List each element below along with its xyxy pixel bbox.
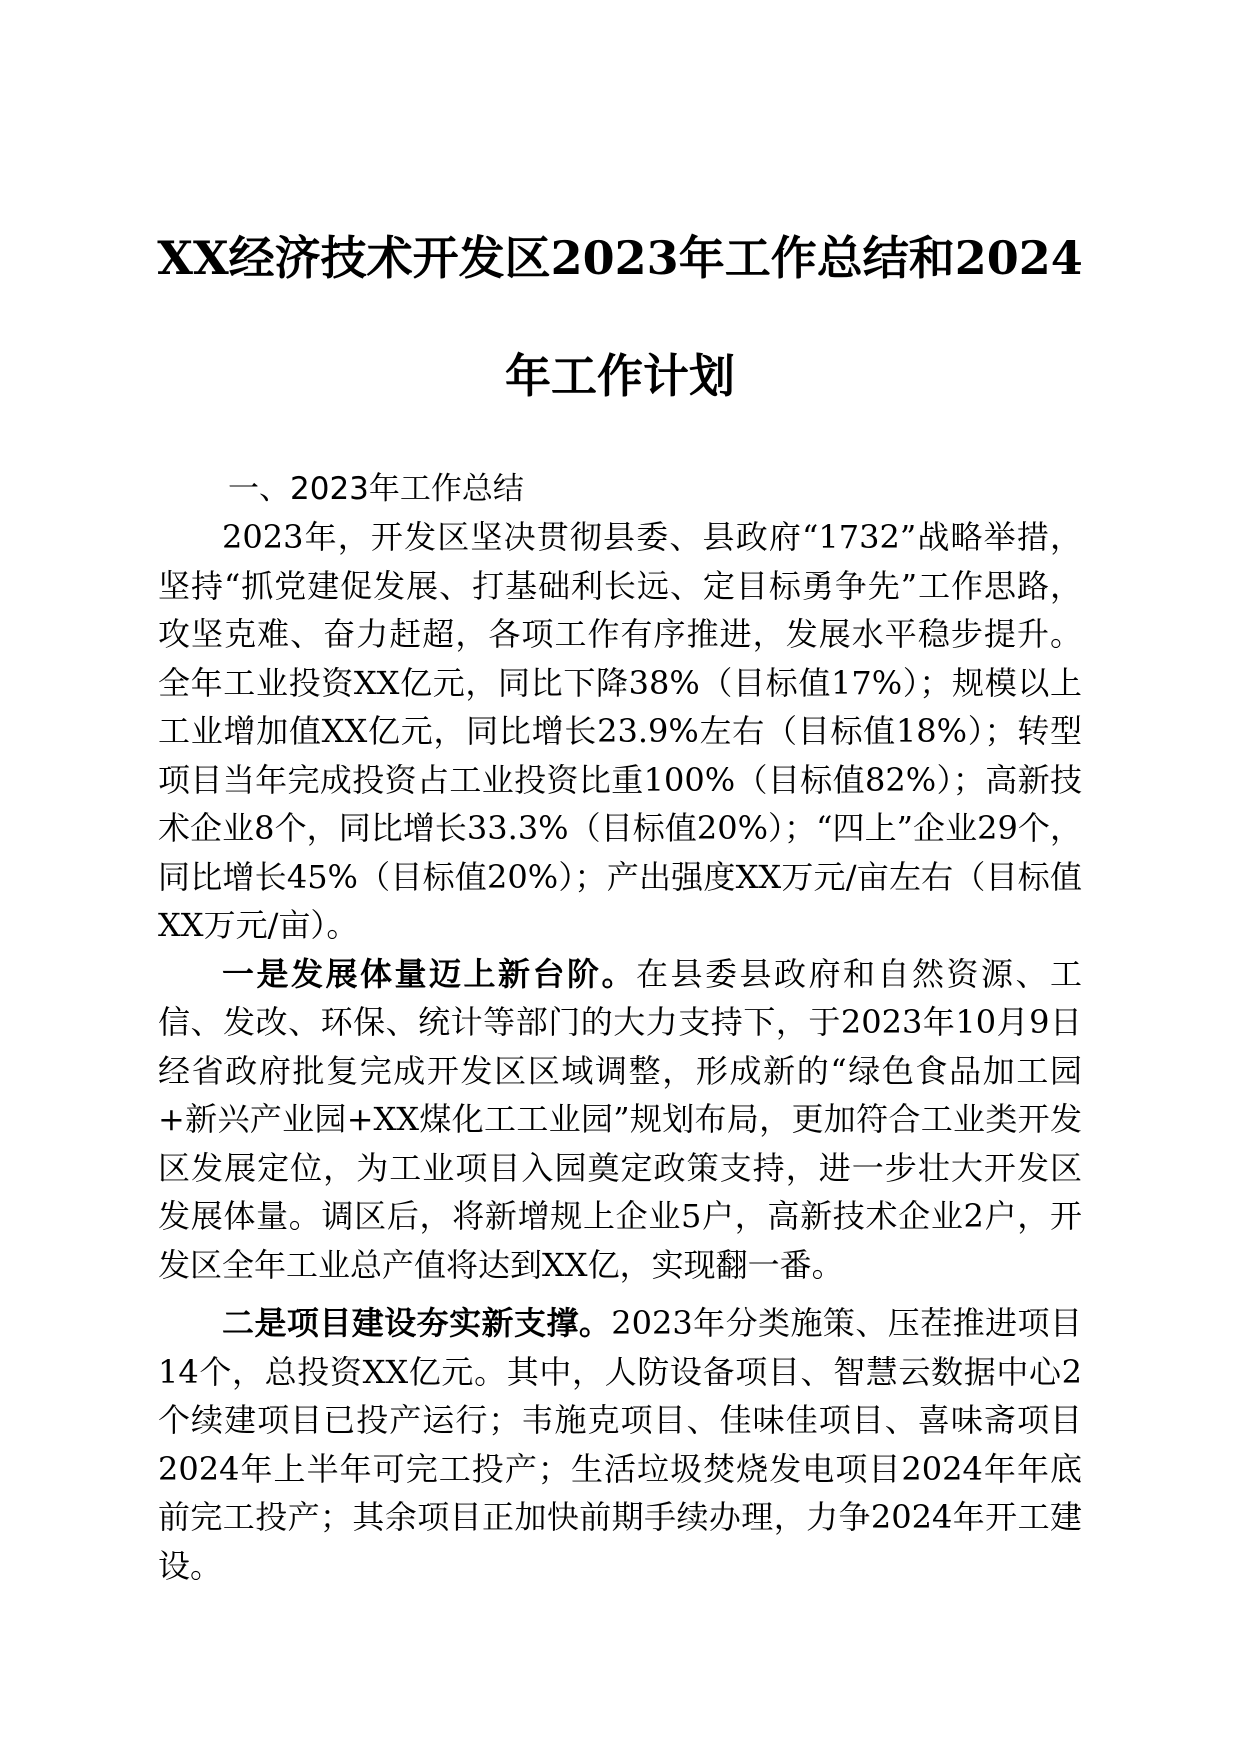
document-title-line-2: 年工作计划 bbox=[505, 349, 735, 403]
paragraph-text: 在县委县政府和自然资源、工信、发改、环保、统计等部门的大力支持下，于2023年10月9日经省政府批复完成开发区区域调整，形成新的“绿色食品加工园+新兴产业园+XX煤化工工业园”规划布局，更加符合工业类开发区发展定位，为工业项目入园奠定政策支持，进一步壮大开发区发展体量。调区后，将新增规上企业5户，高新技术企业2户，开发区全年工业总产值将达到XX亿，实现翻一番。 bbox=[158, 954, 1082, 1284]
section-heading: 一、2023年工作总结 bbox=[228, 471, 524, 507]
paragraph-development-scale bbox=[158, 950, 1082, 1290]
paragraph-project-construction bbox=[158, 1299, 1082, 1590]
paragraph-lead: 二是项目建设夯实新支撑。 bbox=[222, 1304, 612, 1342]
paragraph-gap bbox=[158, 1289, 1082, 1299]
paragraph-text: 2023年，开发区坚决贯彻县委、县政府“1732”战略举措，坚持“抓党建促发展、打基础利长远、定目标勇争先”工作思路，攻坚克难、奋力赶超，各项工作有序推进，发展水平稳步提升。全年工业投资XX亿元，同比下降38%（目标值17%）；规模以上工业增加值XX亿元，同比增长23.9%左右（目标值18%）；转型项目当年完成投资占工业投资比重100%（目标值82%）；高新技术企业8个，同比增长33.3%（目标值20%）；“四上”企业29个，同比增长45%（目标值20%）；产出强度XX万元/亩左右（目标值XX万元/亩）。 bbox=[158, 518, 1082, 944]
paragraph-lead: 一是发展体量迈上新台阶。 bbox=[222, 954, 636, 993]
document-body bbox=[158, 465, 1082, 1590]
paragraph-text: 2023年分类施策、压茬推进项目14个，总投资XX亿元。其中，人防设备项目、智慧云数据中心2个续建项目已投产运行；韦施克项目、佳味佳项目、喜味斋项目2024年上半年可完工投产；生活垃圾焚烧发电项目2024年年底前完工投产；其余项目正加快前期手续办理，力争2024年开工建设。 bbox=[158, 1304, 1082, 1585]
paragraph-summary bbox=[158, 513, 1082, 950]
document-title-line-1: XX经济技术开发区2023年工作总结和2024 bbox=[157, 231, 1083, 285]
